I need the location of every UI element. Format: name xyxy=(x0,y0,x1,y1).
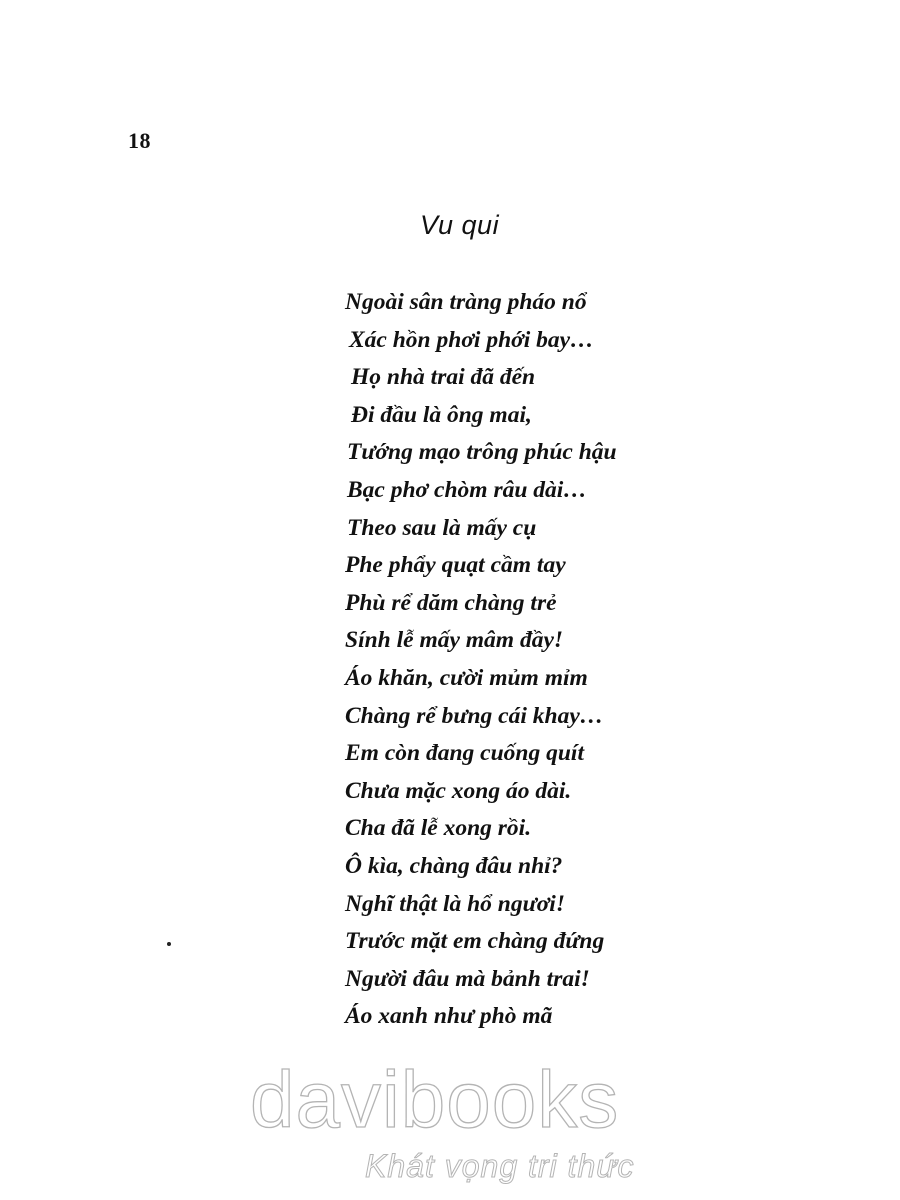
poem-line: Phe phẩy quạt cầm tay xyxy=(345,552,566,579)
poem-line: Theo sau là mấy cụ xyxy=(347,514,537,541)
poem-line: Người đâu mà bảnh trai! xyxy=(345,965,590,992)
page-number: 18 xyxy=(128,128,151,153)
poem-line: Ô kìa, chàng đâu nhỉ? xyxy=(345,852,563,879)
poem-line: Chàng rể bưng cái khay… xyxy=(345,702,604,729)
watermark-brand: davibooks xyxy=(250,1055,620,1144)
poem-line: Sính lễ mấy mâm đầy! xyxy=(345,627,564,654)
poem-line: Họ nhà trai đã đến xyxy=(351,364,536,391)
poem-line: Áo khăn, cười mủm mỉm xyxy=(345,664,588,691)
poem-line: Chưa mặc xong áo dài. xyxy=(345,777,572,804)
poem-title: Vu qui xyxy=(420,210,500,240)
poem-line: Cha đã lễ xong rồi. xyxy=(345,815,532,842)
poem-line: Trước mặt em chàng đứng xyxy=(345,928,605,955)
poem-line: Áo xanh như phò mã xyxy=(345,1003,553,1030)
poem-line: Phù rể dăm chàng trẻ xyxy=(345,589,557,616)
poem-line: Đi đầu là ông mai, xyxy=(351,401,532,428)
poem-line: Em còn đang cuống quít xyxy=(345,740,584,767)
stray-ink-dot xyxy=(167,942,171,946)
poem-line: Bạc phơ chòm râu dài… xyxy=(347,476,587,503)
poem-line: Tướng mạo trông phúc hậu xyxy=(347,439,617,466)
poem-body xyxy=(345,284,617,1036)
poem-line: Xác hồn phơi phới bay… xyxy=(349,326,594,353)
poem-line: Ngoài sân tràng pháo nổ xyxy=(345,289,587,315)
poem-line: Nghĩ thật là hổ ngươi! xyxy=(345,890,565,917)
watermark-tagline: Khát vọng tri thức xyxy=(365,1148,635,1184)
